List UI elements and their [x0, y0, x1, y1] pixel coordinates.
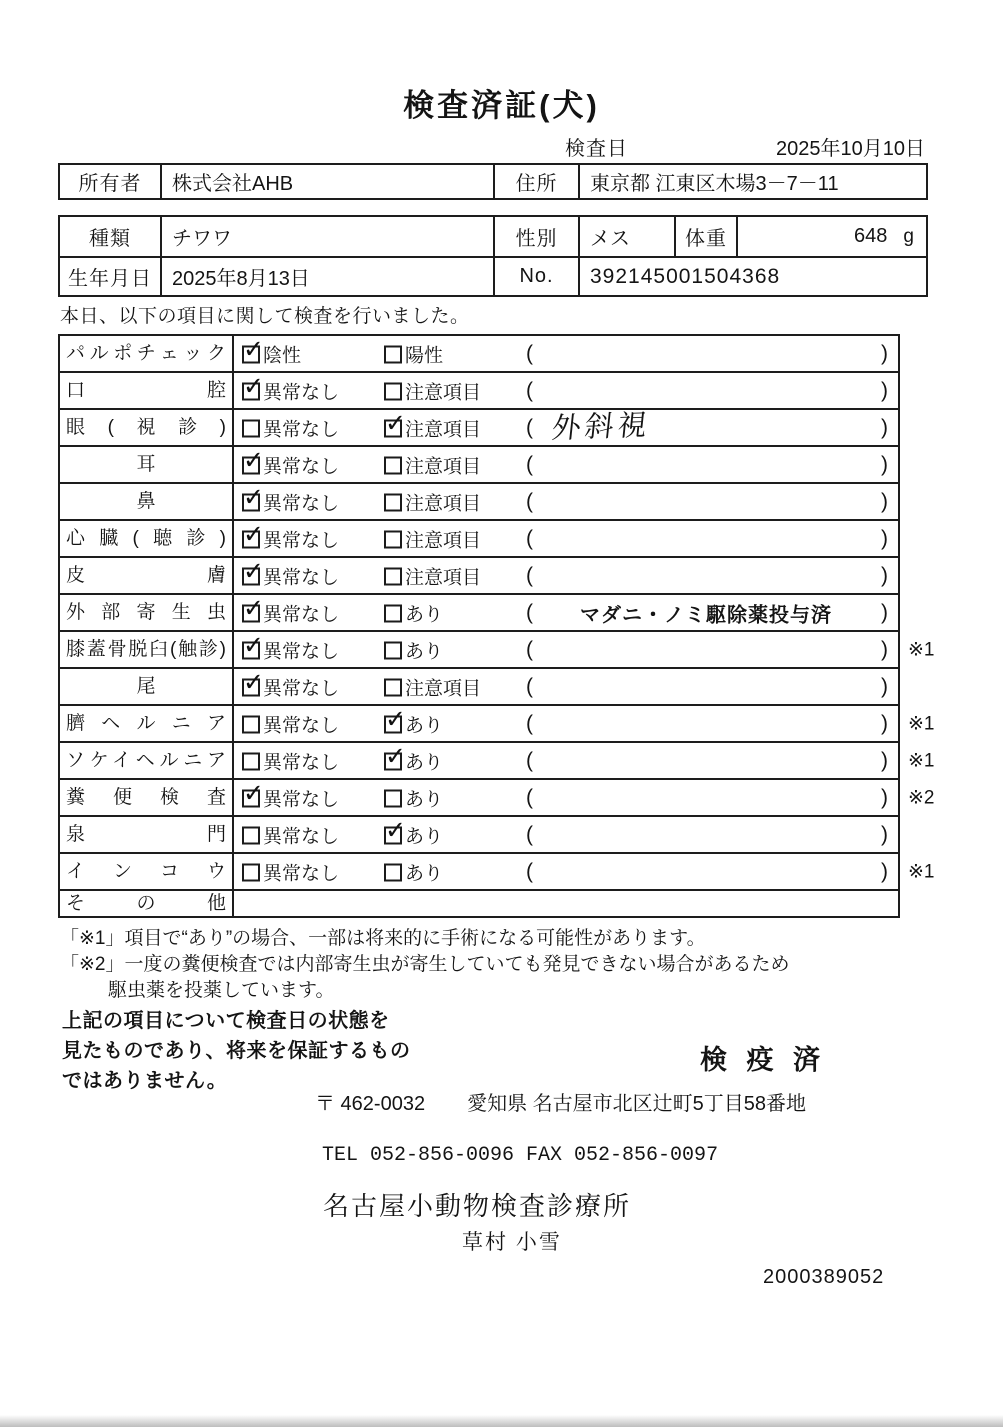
exam-option-label: 陽性 — [405, 345, 444, 366]
intro-text: 本日、以下の項目に関して検査を行いました。 — [60, 306, 470, 327]
exam-option — [242, 525, 339, 552]
exam-row-content — [234, 706, 898, 741]
animal-table — [58, 215, 928, 297]
exam-date-value: 2025年10月10日 — [776, 138, 925, 160]
paren-close: ) — [881, 341, 888, 365]
empty-checkbox — [384, 456, 402, 474]
footnote-1: 「※1」項目で“あり”の場合、一部は将来的に手術になる可能性があります。 — [60, 928, 706, 949]
exam-option — [384, 562, 481, 589]
exam-row-label: ソケイヘルニア — [60, 743, 234, 778]
reference-mark: ※2 — [908, 787, 935, 808]
empty-checkbox — [384, 493, 402, 511]
exam-option-label: 異常なし — [263, 493, 340, 514]
exam-option — [384, 414, 481, 441]
exam-option — [384, 488, 481, 515]
exam-option — [384, 858, 443, 885]
exam-option-label: 注意項目 — [405, 419, 482, 440]
no-value: 392145001504368 — [590, 264, 781, 288]
owner-row — [60, 165, 926, 198]
exam-option-label: 異常なし — [263, 456, 340, 477]
clinic-address: 愛知県 名古屋市北区辻町5丁目58番地 — [467, 1093, 807, 1115]
exam-option — [242, 821, 339, 848]
address-label: 住所 — [495, 165, 580, 198]
sex-value: メス — [580, 217, 676, 256]
checked-checkbox — [384, 826, 402, 844]
empty-checkbox — [384, 678, 402, 696]
exam-row — [60, 593, 898, 630]
exam-option-label: 注意項目 — [405, 567, 482, 588]
exam-row-label: 眼(視診) — [60, 410, 234, 445]
paren-close: ) — [881, 526, 888, 550]
exam-option-label: あり — [405, 863, 444, 884]
empty-checkbox — [384, 863, 402, 881]
exam-option — [242, 451, 339, 478]
exam-option-label: 注意項目 — [405, 530, 482, 551]
exam-row — [60, 778, 935, 815]
checked-checkbox — [384, 752, 402, 770]
animal-row-1 — [60, 217, 926, 256]
exam-row — [60, 741, 935, 778]
exam-row-content — [234, 447, 898, 482]
birthdate-value: 2025年8月13日 — [162, 258, 495, 295]
breed-label: 種類 — [60, 217, 162, 256]
paren-close: ) — [881, 600, 888, 624]
exam-option-label: 異常なし — [263, 863, 340, 884]
owner-value: 株式会社AHB — [162, 165, 495, 198]
paren-open: ( — [526, 452, 533, 476]
exam-row — [60, 371, 898, 408]
exam-row-label: 臍ヘルニア — [60, 706, 234, 741]
empty-checkbox — [242, 715, 260, 733]
exam-row-label: 口腔 — [60, 373, 234, 408]
exam-option — [384, 784, 443, 811]
exam-row — [60, 667, 898, 704]
exam-row — [60, 556, 898, 593]
exam-option — [384, 636, 443, 663]
reference-mark: ※1 — [908, 639, 935, 660]
exam-option-label: 異常なし — [263, 678, 340, 699]
exam-option — [242, 414, 339, 441]
paren-open: ( — [526, 711, 533, 735]
empty-checkbox — [384, 567, 402, 585]
exam-option-label: あり — [405, 715, 444, 736]
exam-option-label: 注意項目 — [405, 382, 482, 403]
exam-option — [384, 599, 443, 626]
exam-row-label: 糞便検査 — [60, 780, 234, 815]
checked-checkbox — [384, 715, 402, 733]
paren-open: ( — [526, 748, 533, 772]
exam-option — [242, 784, 339, 811]
empty-checkbox — [242, 863, 260, 881]
exam-option-label: 異常なし — [263, 641, 340, 662]
clinic-tel-fax: TEL 052-856-0096 FAX 052-856-0097 — [322, 1144, 719, 1167]
paren-open: ( — [526, 415, 533, 439]
animal-row-2 — [60, 256, 926, 295]
paren-close: ) — [881, 674, 888, 698]
exam-option-label: 注意項目 — [405, 493, 482, 514]
sex-label: 性別 — [495, 217, 580, 256]
paren-close: ) — [881, 859, 888, 883]
paren-close: ) — [881, 378, 888, 402]
weight-label: 体重 — [676, 217, 738, 256]
paren-close: ) — [881, 637, 888, 661]
exam-row-content — [234, 817, 898, 852]
exam-option — [242, 858, 339, 885]
empty-checkbox — [242, 826, 260, 844]
exam-option-label: 異常なし — [263, 419, 340, 440]
paren-close: ) — [881, 711, 888, 735]
empty-checkbox — [242, 419, 260, 437]
checked-checkbox — [242, 567, 260, 585]
exam-option — [384, 673, 481, 700]
empty-checkbox — [384, 382, 402, 400]
owner-label: 所有者 — [60, 165, 162, 198]
checked-checkbox — [242, 678, 260, 696]
exam-option-label: 注意項目 — [405, 456, 482, 477]
exam-row-label: 心臓(聴診) — [60, 521, 234, 556]
disclaimer-line1: 上記の項目について検査日の状態を — [62, 1010, 390, 1032]
exam-option-label: 異常なし — [263, 715, 340, 736]
exam-row — [60, 336, 898, 371]
exam-option — [384, 821, 443, 848]
clinic-postal-code: 〒 462-0032 — [315, 1093, 426, 1115]
footnote-2-line2: 駆虫薬を投薬しています。 — [108, 980, 335, 1001]
exam-option-label: 異常なし — [263, 530, 340, 551]
checked-checkbox — [242, 345, 260, 363]
paren-close: ) — [881, 822, 888, 846]
exam-row-content — [234, 521, 898, 556]
empty-checkbox — [384, 604, 402, 622]
checked-checkbox — [242, 382, 260, 400]
exam-row-content — [234, 891, 898, 916]
disclaimer — [62, 1006, 411, 1096]
empty-checkbox — [384, 641, 402, 659]
footnote-2-line1: 「※2」一度の糞便検査では内部寄生虫が寄生していても発見できない場合があるため — [60, 954, 790, 975]
checked-checkbox — [242, 493, 260, 511]
breed-value: チワワ — [162, 217, 495, 256]
exam-option-label: 異常なし — [263, 826, 340, 847]
checked-checkbox — [242, 789, 260, 807]
exam-row-content — [234, 669, 898, 704]
checked-checkbox — [384, 419, 402, 437]
quarantine-stamp: 検 疫 済 — [700, 1045, 827, 1075]
exam-row-content — [234, 632, 898, 667]
reference-mark: ※1 — [908, 750, 935, 771]
scan-shadow — [0, 1415, 1003, 1427]
paren-open: ( — [526, 378, 533, 402]
exam-option — [384, 377, 481, 404]
paren-close: ) — [881, 489, 888, 513]
exam-option — [384, 747, 443, 774]
document-number: 2000389052 — [763, 1266, 885, 1288]
exam-row — [60, 815, 898, 852]
exam-option-label: あり — [405, 604, 444, 625]
exam-table — [58, 334, 935, 918]
footnotes — [60, 926, 790, 1004]
paren-open: ( — [526, 785, 533, 809]
paren-close: ) — [881, 415, 888, 439]
exam-option — [242, 488, 339, 515]
exam-row-label: パルポチェック — [60, 336, 234, 371]
checked-checkbox — [242, 604, 260, 622]
exam-option-label: 異常なし — [263, 382, 340, 403]
checked-checkbox — [242, 641, 260, 659]
exam-option — [384, 340, 443, 367]
exam-option — [384, 525, 481, 552]
paren-open: ( — [526, 600, 533, 624]
exam-row-label: 外部寄生虫 — [60, 595, 234, 630]
exam-row — [60, 852, 935, 889]
exam-option — [242, 710, 339, 737]
exam-option-label: 注意項目 — [405, 678, 482, 699]
printed-note: マダニ・ノミ駆除薬投与済 — [580, 604, 832, 626]
exam-option — [242, 562, 339, 589]
weight-number: 648 — [854, 225, 888, 247]
exam-row — [60, 445, 898, 482]
exam-row-content — [234, 595, 898, 630]
weight-value — [738, 217, 926, 256]
address-value: 東京都 江東区木場3－7－11 — [590, 173, 839, 195]
disclaimer-line2: 見たものであり、将来を保証するもの — [62, 1040, 411, 1062]
exam-option-label: 異常なし — [263, 789, 340, 810]
exam-option-label: 陰性 — [263, 345, 302, 366]
exam-row-content — [234, 558, 898, 593]
page-title: 検査済証(犬) — [403, 88, 600, 123]
exam-row — [60, 408, 898, 445]
paren-open: ( — [526, 489, 533, 513]
no-label: No. — [495, 258, 580, 295]
paren-open: ( — [526, 822, 533, 846]
exam-option-label: 異常なし — [263, 567, 340, 588]
exam-row-label: 皮膚 — [60, 558, 234, 593]
exam-row-content — [234, 484, 898, 519]
paren-close: ) — [881, 563, 888, 587]
exam-option-label: 異常なし — [263, 604, 340, 625]
paren-open: ( — [526, 637, 533, 661]
exam-row-content — [234, 406, 898, 445]
clinic-address-line — [315, 1087, 806, 1116]
exam-option-label: あり — [405, 752, 444, 773]
exam-option — [242, 673, 339, 700]
exam-row-content — [234, 373, 898, 408]
clinic-representative: 草村 小雪 — [462, 1231, 562, 1254]
exam-option — [242, 340, 301, 367]
exam-option-label: あり — [405, 641, 444, 662]
checked-checkbox — [242, 456, 260, 474]
handwritten-note: 外斜視 — [550, 406, 653, 445]
exam-row-label: インコウ — [60, 854, 234, 889]
exam-option — [242, 377, 339, 404]
paren-close: ) — [881, 748, 888, 772]
exam-row — [60, 889, 898, 916]
exam-option — [242, 747, 339, 774]
exam-option — [242, 636, 339, 663]
exam-row — [60, 482, 898, 519]
exam-row-content — [234, 780, 898, 815]
exam-option — [242, 599, 339, 626]
exam-option-label: あり — [405, 826, 444, 847]
exam-row — [60, 519, 898, 556]
paren-close: ) — [881, 785, 888, 809]
owner-table — [58, 163, 928, 200]
empty-checkbox — [242, 752, 260, 770]
weight-unit: g — [903, 225, 914, 247]
exam-row-label: 鼻 — [60, 484, 234, 519]
empty-checkbox — [384, 345, 402, 363]
clinic-name: 名古屋小動物検査診療所 — [323, 1191, 632, 1221]
exam-row-content — [234, 336, 898, 371]
paren-open: ( — [526, 859, 533, 883]
reference-mark: ※1 — [908, 861, 935, 882]
reference-mark: ※1 — [908, 713, 935, 734]
paren-open: ( — [526, 563, 533, 587]
checked-checkbox — [242, 530, 260, 548]
exam-option-label: あり — [405, 789, 444, 810]
empty-checkbox — [384, 789, 402, 807]
exam-row-content — [234, 854, 898, 889]
exam-row-label: 耳 — [60, 447, 234, 482]
exam-row-label: 膝蓋骨脱臼(触診) — [60, 632, 234, 667]
paren-open: ( — [526, 526, 533, 550]
exam-option — [384, 710, 443, 737]
exam-row-label: 泉門 — [60, 817, 234, 852]
empty-checkbox — [384, 530, 402, 548]
disclaimer-line3: ではありません。 — [62, 1070, 228, 1092]
exam-row-label: その他 — [60, 891, 234, 916]
paren-open: ( — [526, 341, 533, 365]
exam-date-label: 検査日 — [565, 138, 628, 160]
exam-row — [60, 630, 935, 667]
paren-open: ( — [526, 674, 533, 698]
exam-row — [60, 704, 935, 741]
exam-option-label: 異常なし — [263, 752, 340, 773]
exam-option — [384, 451, 481, 478]
paren-close: ) — [881, 452, 888, 476]
exam-row-content — [234, 743, 898, 778]
birthdate-label: 生年月日 — [60, 258, 162, 295]
exam-row-label: 尾 — [60, 669, 234, 704]
